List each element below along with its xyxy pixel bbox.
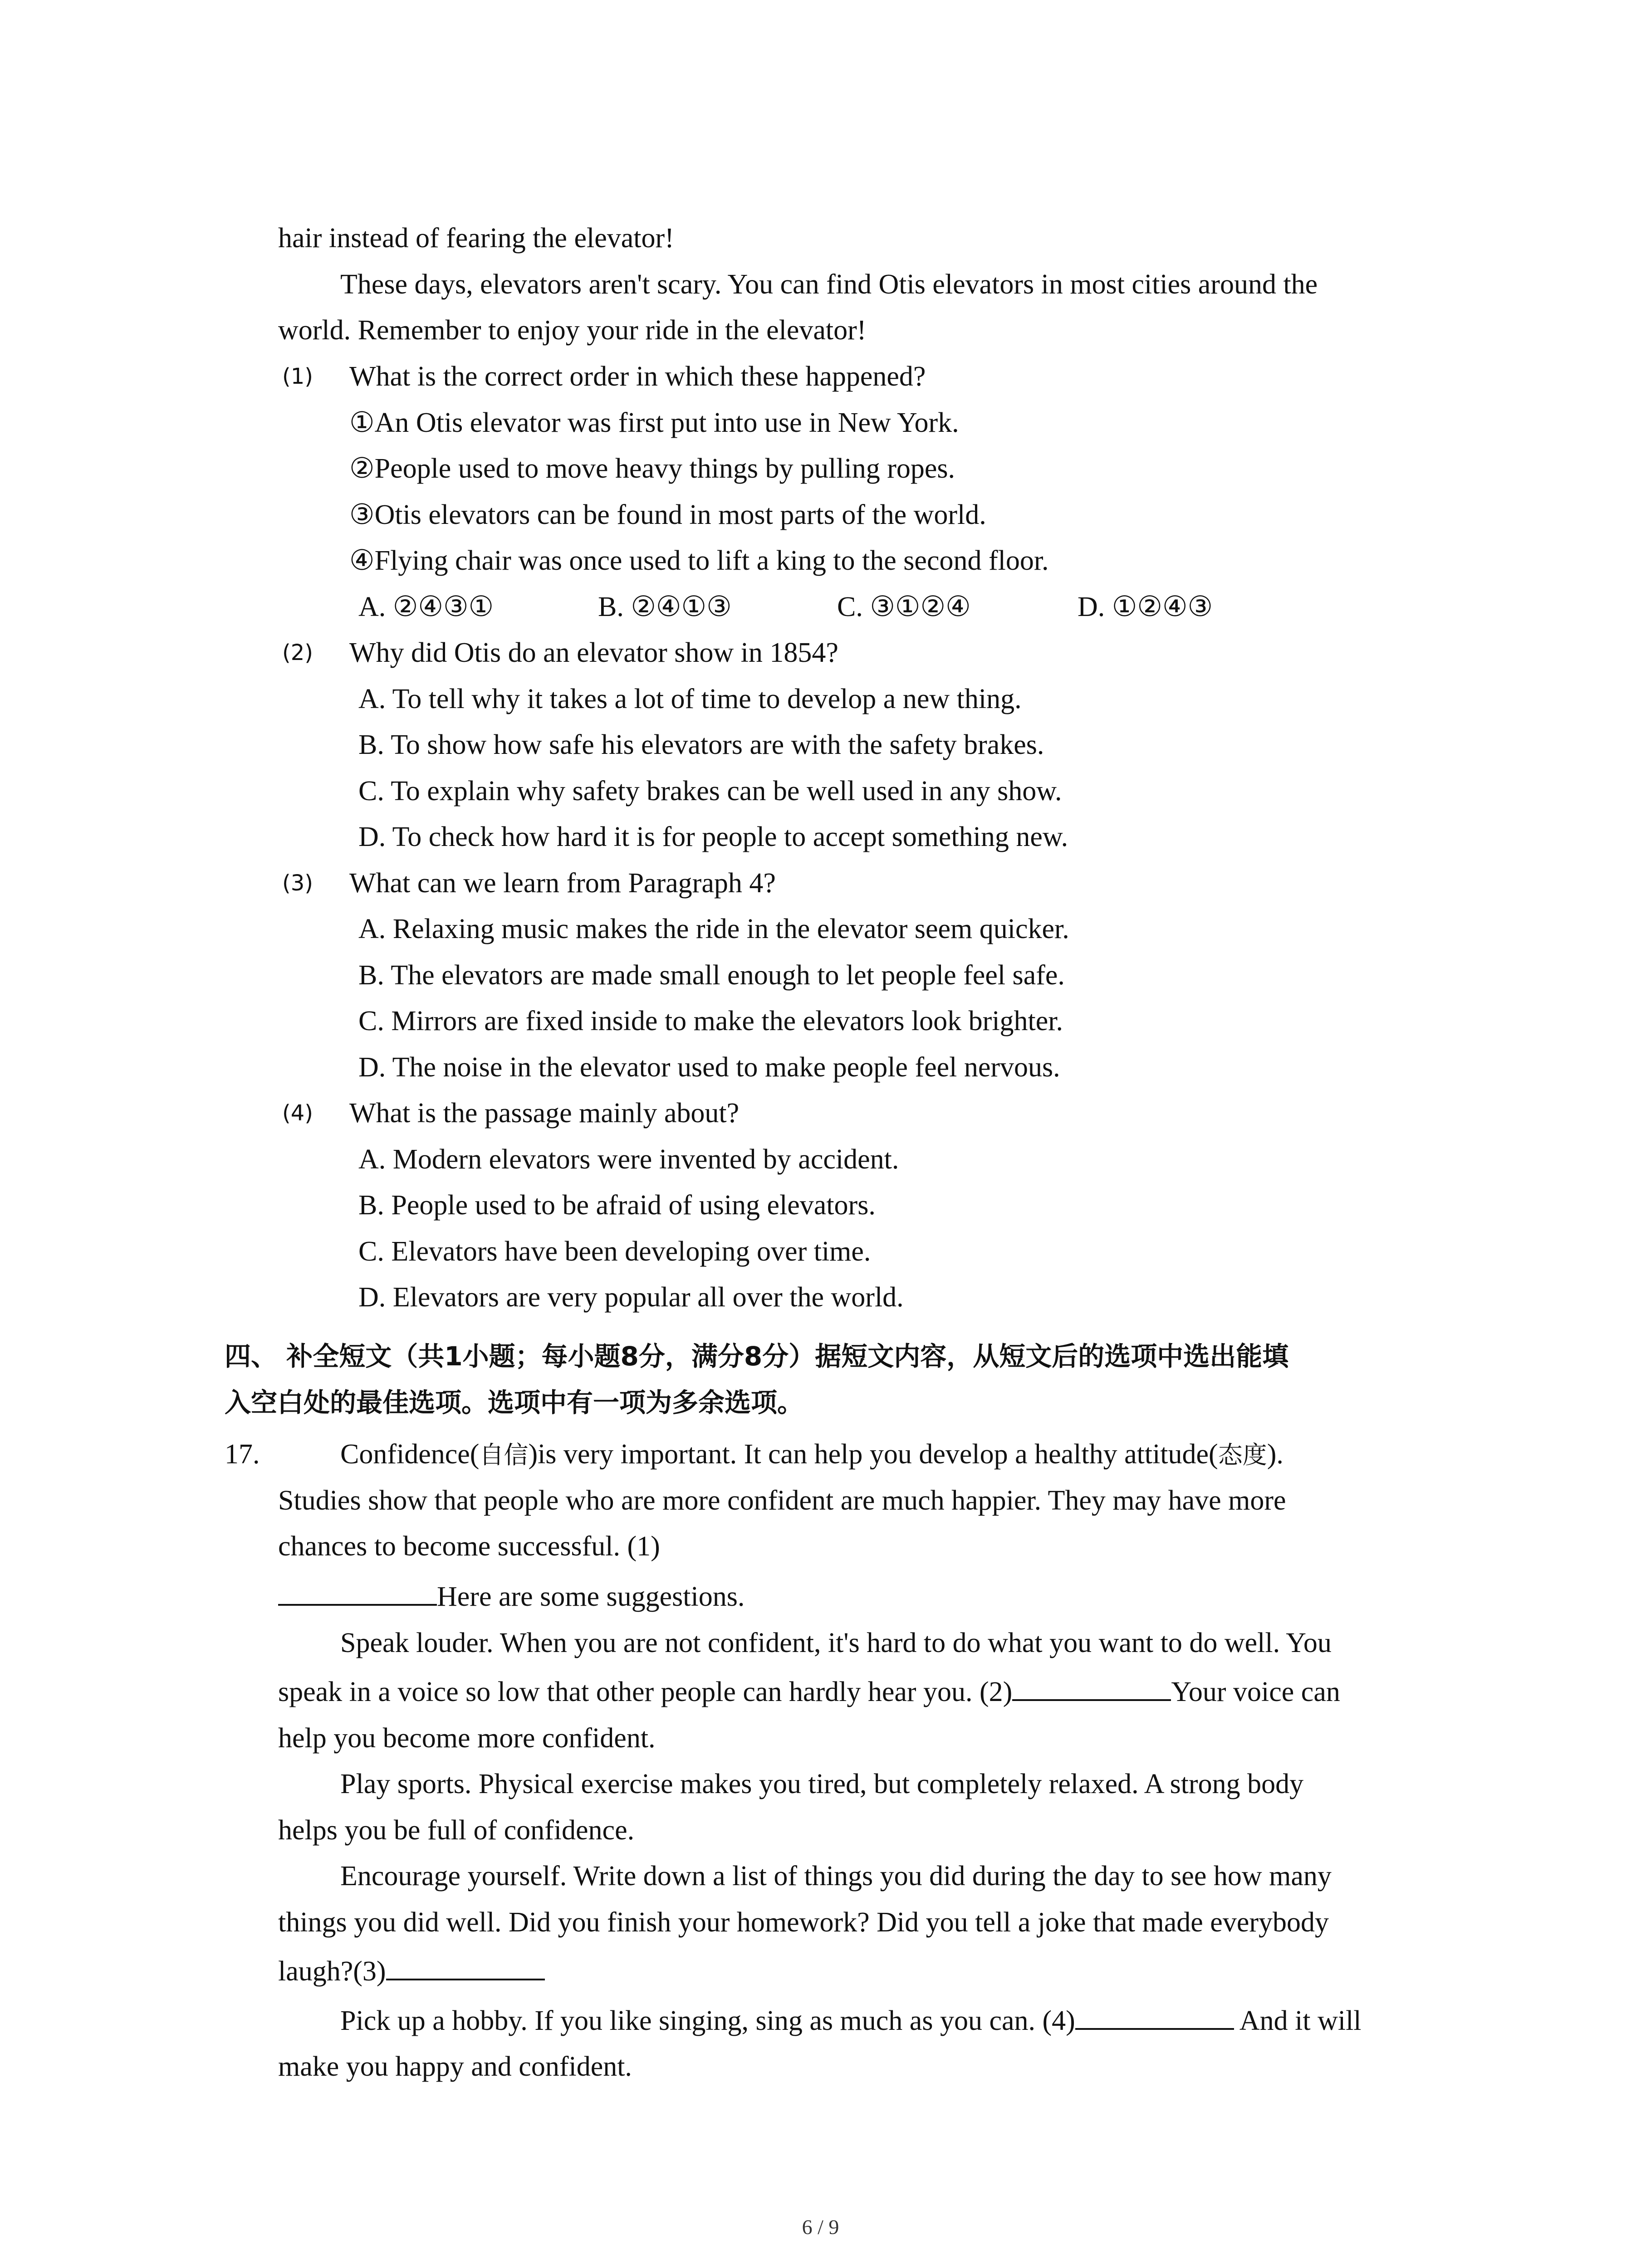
passage-text: Here are some suggestions.	[437, 1581, 745, 1612]
passage-line	[278, 1579, 745, 1615]
passage-text: speak in a voice so low that other people can hardly hear you. (2)	[278, 1677, 1013, 1707]
passage-line: hair instead of fearing the elevator!	[278, 223, 674, 254]
passage-line: Encourage yourself. Write down a list of things you did during the day to see how many	[340, 1861, 1332, 1892]
passage-line	[340, 1436, 1283, 1473]
answer-option-d: D. The noise in the elevator used to make people feel nervous.	[358, 1052, 1060, 1083]
passage-line	[340, 2003, 1362, 2039]
answer-option-d: D. Elevators are very popular all over the world.	[358, 1282, 904, 1313]
answer-option-c: C. To explain why safety brakes can be well used in any show.	[358, 776, 1062, 807]
answer-option-b: B. To show how safe his elevators are with the safety brakes.	[358, 729, 1044, 760]
passage-text: Your voice can	[1171, 1677, 1340, 1707]
passage-text: And it will	[1234, 2005, 1362, 2036]
page-number: 6 / 9	[802, 2215, 839, 2239]
passage-text: laugh?(3)	[278, 1956, 386, 1987]
passage-line: help you become more confident.	[278, 1723, 656, 1754]
chinese-gloss: 态度	[1218, 1441, 1267, 1469]
section-heading: 四、 补全短文（共1小题；每小题8分，满分8分）据短文内容，从短文后的选项中选出能填	[225, 1341, 1289, 1372]
passage-text: Confidence(	[340, 1439, 480, 1470]
answer-option-c: C. Elevators have been developing over time.	[358, 1236, 871, 1267]
question-number: (1)	[282, 364, 313, 389]
passage-line: These days, elevators aren't scary. You can find Otis elevators in most cities around the	[340, 269, 1318, 300]
passage-line: Studies show that people who are more confident are much happier. They may have more	[278, 1485, 1286, 1516]
answer-option-a: A. To tell why it takes a lot of time to develop a new thing.	[358, 684, 1022, 714]
answer-blank-2[interactable]	[1012, 1676, 1171, 1701]
question-stem: Why did Otis do an elevator show in 1854?	[349, 637, 838, 668]
chinese-gloss: 自信	[479, 1441, 529, 1469]
statement: ②People used to move heavy things by pulling ropes.	[349, 453, 955, 484]
passage-text: Pick up a hobby. If you like singing, sing as much as you can. (4)	[340, 2005, 1075, 2036]
question-number: (2)	[282, 640, 313, 665]
question-stem: What is the passage mainly about?	[349, 1098, 740, 1129]
statement: ④Flying chair was once used to lift a king to the second floor.	[349, 545, 1049, 576]
question-number: 17.	[225, 1439, 260, 1470]
passage-text: ).	[1267, 1439, 1283, 1470]
answer-option-c: C. ③①②④	[837, 591, 971, 622]
passage-line: things you did well. Did you finish your homework? Did you tell a joke that made everybody	[278, 1907, 1329, 1938]
answer-blank-1[interactable]	[278, 1580, 437, 1606]
question-number: (4)	[282, 1100, 313, 1126]
statement: ③Otis elevators can be found in most parts of the world.	[349, 499, 986, 530]
passage-line: Play sports. Physical exercise makes you tired, but completely relaxed. A strong body	[340, 1769, 1304, 1799]
answer-option-a: A. ②④③①	[358, 591, 494, 622]
passage-line: helps you be full of confidence.	[278, 1815, 635, 1846]
question-stem: What can we learn from Paragraph 4?	[349, 868, 776, 899]
passage-line: world. Remember to enjoy your ride in the elevator!	[278, 315, 867, 346]
passage-line: Speak louder. When you are not confident, it's hard to do what you want to do well. You	[340, 1628, 1332, 1658]
answer-option-a: A. Modern elevators were invented by accident.	[358, 1144, 899, 1175]
passage-line	[278, 1953, 545, 1989]
question-number: (3)	[282, 870, 313, 896]
section-heading: 入空白处的最佳选项。选项中有一项为多余选项。	[225, 1387, 804, 1418]
answer-blank-3[interactable]	[386, 1955, 545, 1980]
answer-option-b: B. ②④①③	[598, 591, 732, 622]
passage-line	[278, 1674, 1340, 1710]
answer-option-b: B. People used to be afraid of using elevators.	[358, 1190, 876, 1221]
question-stem: What is the correct order in which these happened?	[349, 361, 926, 392]
answer-option-c: C. Mirrors are fixed inside to make the elevators look brighter.	[358, 1006, 1063, 1036]
answer-blank-4[interactable]	[1075, 2004, 1234, 2030]
passage-text: )is very important. It can help you develop a healthy attitude(	[528, 1439, 1218, 1470]
answer-option-b: B. The elevators are made small enough to let people feel safe.	[358, 960, 1065, 991]
answer-option-a: A. Relaxing music makes the ride in the elevator seem quicker.	[358, 914, 1069, 944]
answer-option-d: D. ①②④③	[1078, 591, 1213, 622]
passage-line: chances to become successful. (1)	[278, 1531, 660, 1562]
statement: ①An Otis elevator was first put into use in New York.	[349, 407, 959, 438]
answer-option-d: D. To check how hard it is for people to accept something new.	[358, 821, 1068, 852]
passage-line: make you happy and confident.	[278, 2051, 632, 2082]
